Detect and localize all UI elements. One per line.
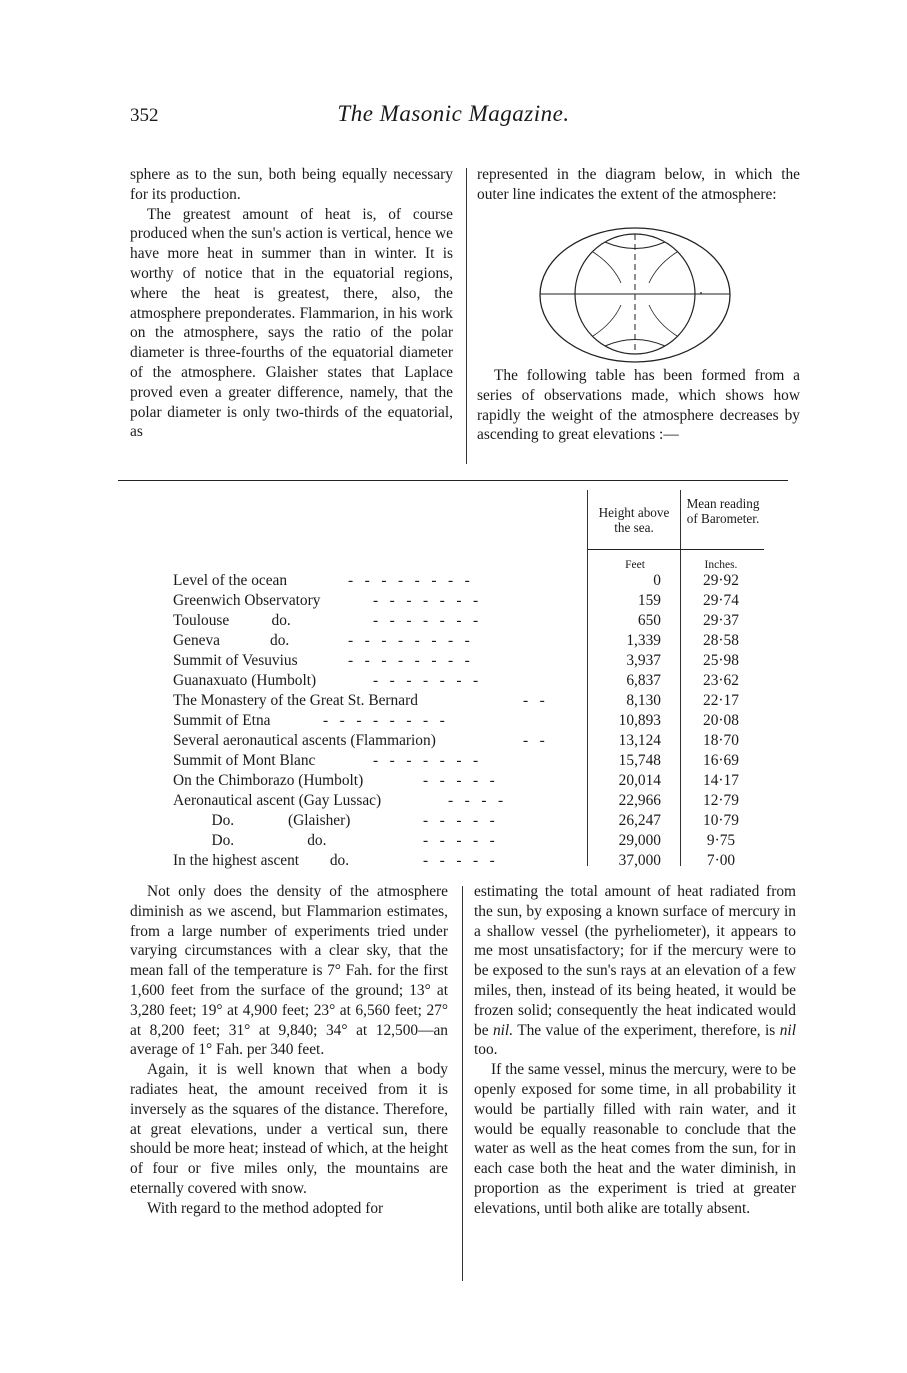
meridian-right-upper [649,252,677,283]
row-height: 13,124 [618,732,661,749]
table-row [0,751,907,771]
text-run: The value of the experiment, therefore, is [517,1021,776,1039]
row-location: The Monastery of the Great St. Bernard [173,692,418,709]
table-row [0,831,907,851]
row-location: Greenwich Observatory [173,592,321,609]
row-leader: - - - - - - - - [323,712,445,729]
row-location: Summit of Vesuvius [173,652,298,669]
row-height: 15,748 [618,752,661,769]
row-height: 1,339 [626,632,661,649]
row-leader: - - - - - [423,772,495,789]
row-reading: 18·70 [703,732,739,749]
row-reading: 20·08 [703,712,739,729]
row-location: On the Chimborazo (Humbolt) [173,772,364,789]
lower-left-column [130,882,448,1219]
row-height: 650 [637,612,661,629]
table-row [0,691,907,711]
upper-right-column [477,165,800,205]
table-top-rule [118,480,788,481]
table-row [0,591,907,611]
meridian-left-upper [593,252,621,283]
paragraph: The greatest amount of heat is, of course produced when the sun's action is vertical, hence we have more heat in summer than in winter. It is worthy of notice that in the equatorial regions, where the heat is greatest, there, also, the atmosphere preponderates. Flammarion, in his work on the atmosphere, says the ratio of the polar diameter is three-fourths of the equatorial diameter of the atmosphere. Glaisher states that Laplace proved even a greater difference, namely, that the polar diameter is only two-thirds of the equatorial, as [130,205,453,441]
text-run: too. [474,1041,498,1059]
paragraph: If the same vessel, minus the mercury, were to be openly exposed for some time, in all probability it would be partially filled with rain water, and it would be equally reasonable to conclude that the water as well as the heat comes from the sun, for in each case both the heat and the water diminish, in proportion as the experiment is tried at greater elevations, until both alike are totally absent. [474,1061,796,1217]
row-location: Toulouse do. [173,612,291,629]
table-row [0,571,907,591]
row-leader: - - - - - - - - [348,572,470,589]
row-location: Geneva do. [173,632,290,649]
row-location: Do. do. [173,832,327,849]
row-leader: - - - - - - - [373,672,479,689]
lower-right-column [474,882,796,1219]
row-reading: 28·58 [703,632,739,649]
height-column-header: Height above the sea. [598,505,670,535]
table-row [0,671,907,691]
atmosphere-diagram [525,225,755,365]
row-height: 26,247 [618,812,661,829]
row-height: 10,893 [618,712,661,729]
column-divider [466,168,467,464]
paragraph [474,882,796,1060]
row-height: 8,130 [626,692,661,709]
table-row [0,851,907,871]
row-reading: 16·69 [703,752,739,769]
stray-mark [700,292,702,294]
row-leader: - - - - - [423,812,495,829]
emphasis-nil: nil. [492,1021,514,1039]
table-row [0,611,907,631]
height-unit: Feet [625,559,645,571]
column-divider [462,886,463,1281]
row-reading: 9·75 [706,832,736,849]
row-leader: - - - - - - - [373,752,479,769]
row-reading: 29·37 [703,612,739,629]
row-height: 0 [653,572,661,589]
row-height: 29,000 [618,832,661,849]
row-reading: 7·00 [706,852,736,869]
table-row [0,811,907,831]
paragraph: The following table has been formed from a series of observations made, which shows how rapidly the weight of the atmosphere decreases by ascending to great elevations :— [477,367,800,444]
row-location: Several aeronautical ascents (Flammarion) [173,732,436,749]
upper-left-column [130,165,453,442]
row-location: Level of the ocean [173,572,288,589]
row-leader: - - - - - [423,852,495,869]
row-reading: 22·17 [703,692,739,709]
row-location: Summit of Mont Blanc [173,752,316,769]
paragraph: sphere as to the sun, both being equally necessary for its production. [130,166,453,203]
emphasis-nil: nil [779,1021,796,1039]
row-leader: - - - - [448,792,504,809]
row-leader: - - - - - - - [373,612,479,629]
meridian-right-lower [649,305,677,336]
page-number: 352 [130,105,159,126]
row-leader: - - - - - - - [373,592,479,609]
table-row [0,731,907,751]
barometer-unit: Inches. [704,559,738,571]
paragraph: Again, it is well known that when a body radiates heat, the amount received from it is inversely as the squares of the distance. Therefore, at great elevations, under a vertical sun, there should be more heat; instead of which, at the height of four or five miles only, the mountains are eternally covered with snow. [130,1061,448,1197]
paragraph: Not only does the density of the atmosphere diminish as we ascend, but Flammarion estimates, from a large number of experiments tried under varying circumstances with a clear sky, that the mean fall of the temperature is 7° Fah. for the first 1,600 feet from the surface of the ground; 13° at 3,280 feet; 19° at 4,900 feet; 23° at 6,560 feet; 27° at 8,200 feet; 31° at 9,840; 34° at 12,500—an average of 1° Fah. per 340 feet. [130,883,448,1059]
barometer-column-header: Mean reading of Barometer. [686,496,760,526]
row-height: 37,000 [618,852,661,869]
running-head: The Masonic Magazine. [337,101,570,126]
row-leader: - - - - - - - - [348,632,470,649]
row-height: 3,937 [626,652,661,669]
row-location: In the highest ascent do. [173,852,350,869]
row-height: 6,837 [626,672,661,689]
row-location: Summit of Etna [173,712,271,729]
paragraph: With regard to the method adopted for [147,1199,384,1217]
row-reading: 10·79 [703,812,739,829]
row-height: 20,014 [618,772,661,789]
table-header-rule [588,549,764,550]
row-reading: 12·79 [703,792,739,809]
row-leader: - - [523,732,545,749]
row-location: Guanaxuato (Humbolt) [173,672,317,689]
paragraph: represented in the diagram below, in which the outer line indicates the extent of the atmosphere: [477,166,800,203]
text-run: estimating the total amount of heat radiated from the sun, by exposing a known surface of mercury in a shallow vessel (the pyrheliometer), it appears to me most unsatisfactory; for if the mercury were to be exposed to the sun's rays at an elevation of a few miles, then, instead of its being heated, it would be frozen solid; consequently the heat indicated would be [474,883,796,1039]
row-height: 22,966 [618,792,661,809]
row-reading: 25·98 [703,652,739,669]
meridian-left-lower [593,305,621,336]
row-leader: - - - - - [423,832,495,849]
row-location: Aeronautical ascent (Gay Lussac) [173,792,382,809]
table-row [0,651,907,671]
row-reading: 14·17 [703,772,739,789]
row-reading: 29·74 [703,592,739,609]
row-leader: - - [523,692,545,709]
table-row [0,631,907,651]
row-location: Do. (Glaisher) [173,812,351,829]
table-row [0,771,907,791]
table-row [0,711,907,731]
row-reading: 29·92 [703,572,739,589]
table-row [0,791,907,811]
row-height: 159 [637,592,661,609]
row-leader: - - - - - - - - [348,652,470,669]
upper-right-column-continued [477,366,800,445]
row-reading: 23·62 [703,672,739,689]
